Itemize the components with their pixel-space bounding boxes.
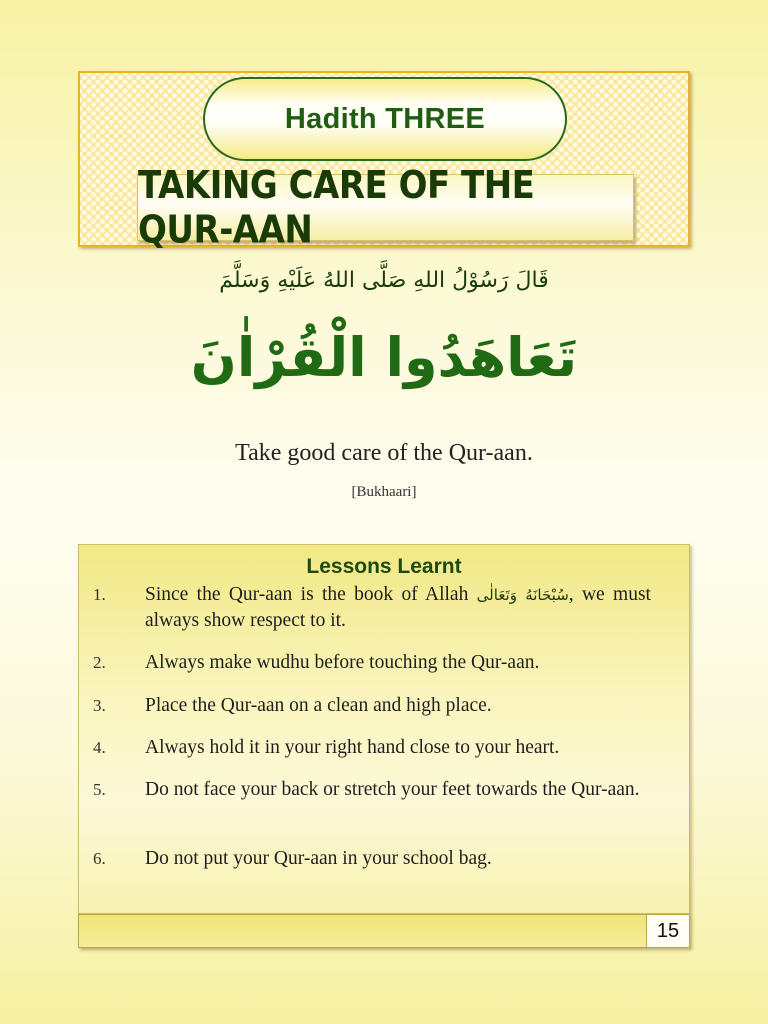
hadith-translation: Take good care of the Qur-aan. [235, 440, 533, 466]
arabic-glorification: سُبْحَانَهُ وَتَعَالٰى [476, 586, 569, 604]
lesson-number: 5. [93, 780, 106, 799]
lesson-text: Place the Qur-aan on a clean and high place. [145, 695, 492, 716]
arabic-salutation: قَالَ رَسُوْلُ اللهِ صَلَّى اللهُ عَلَيْهِ وَسَلَّمَ [219, 268, 549, 293]
lesson-item [93, 650, 651, 676]
hadith-arabic-text: تَعَاهَدُوا الْقُرْاٰنَ [190, 326, 578, 389]
lesson-text-part: Since the Qur-aan is the book of Allah [145, 584, 477, 605]
lesson-item [93, 777, 651, 803]
lessons-box [78, 544, 690, 914]
lesson-text: Always hold it in your right hand close to your heart. [145, 737, 560, 758]
lesson-text: Do not put your Qur-aan in your school bag. [145, 848, 492, 869]
footer-bar [78, 914, 690, 948]
lesson-text: Always make wudhu before touching the Qur-aan. [145, 652, 540, 673]
page-title: TAKING CARE OF THE QUR-AAN [138, 162, 535, 253]
hadith-source: [Bukhaari] [351, 484, 417, 500]
lesson-text [145, 582, 651, 634]
lesson-number: 2. [93, 653, 106, 672]
lesson-item [93, 846, 651, 872]
lesson-item [93, 582, 651, 634]
lesson-item [93, 735, 651, 761]
lesson-number: 6. [93, 849, 106, 868]
hadith-number-pill [203, 77, 567, 161]
lesson-number: 3. [93, 696, 106, 715]
title-band [137, 162, 634, 253]
lesson-number: 1. [93, 585, 106, 604]
lessons-title: Lessons Learnt [306, 555, 462, 578]
lesson-text-part: , we must always show respect to it. [145, 584, 651, 631]
page-number: 15 [646, 915, 689, 947]
lesson-number: 4. [93, 738, 106, 757]
lesson-text: Do not face your back or stretch your feet towards the Qur-aan. [145, 779, 640, 800]
lesson-item [93, 693, 651, 719]
hadith-number-label: Hadith THREE [284, 102, 486, 135]
